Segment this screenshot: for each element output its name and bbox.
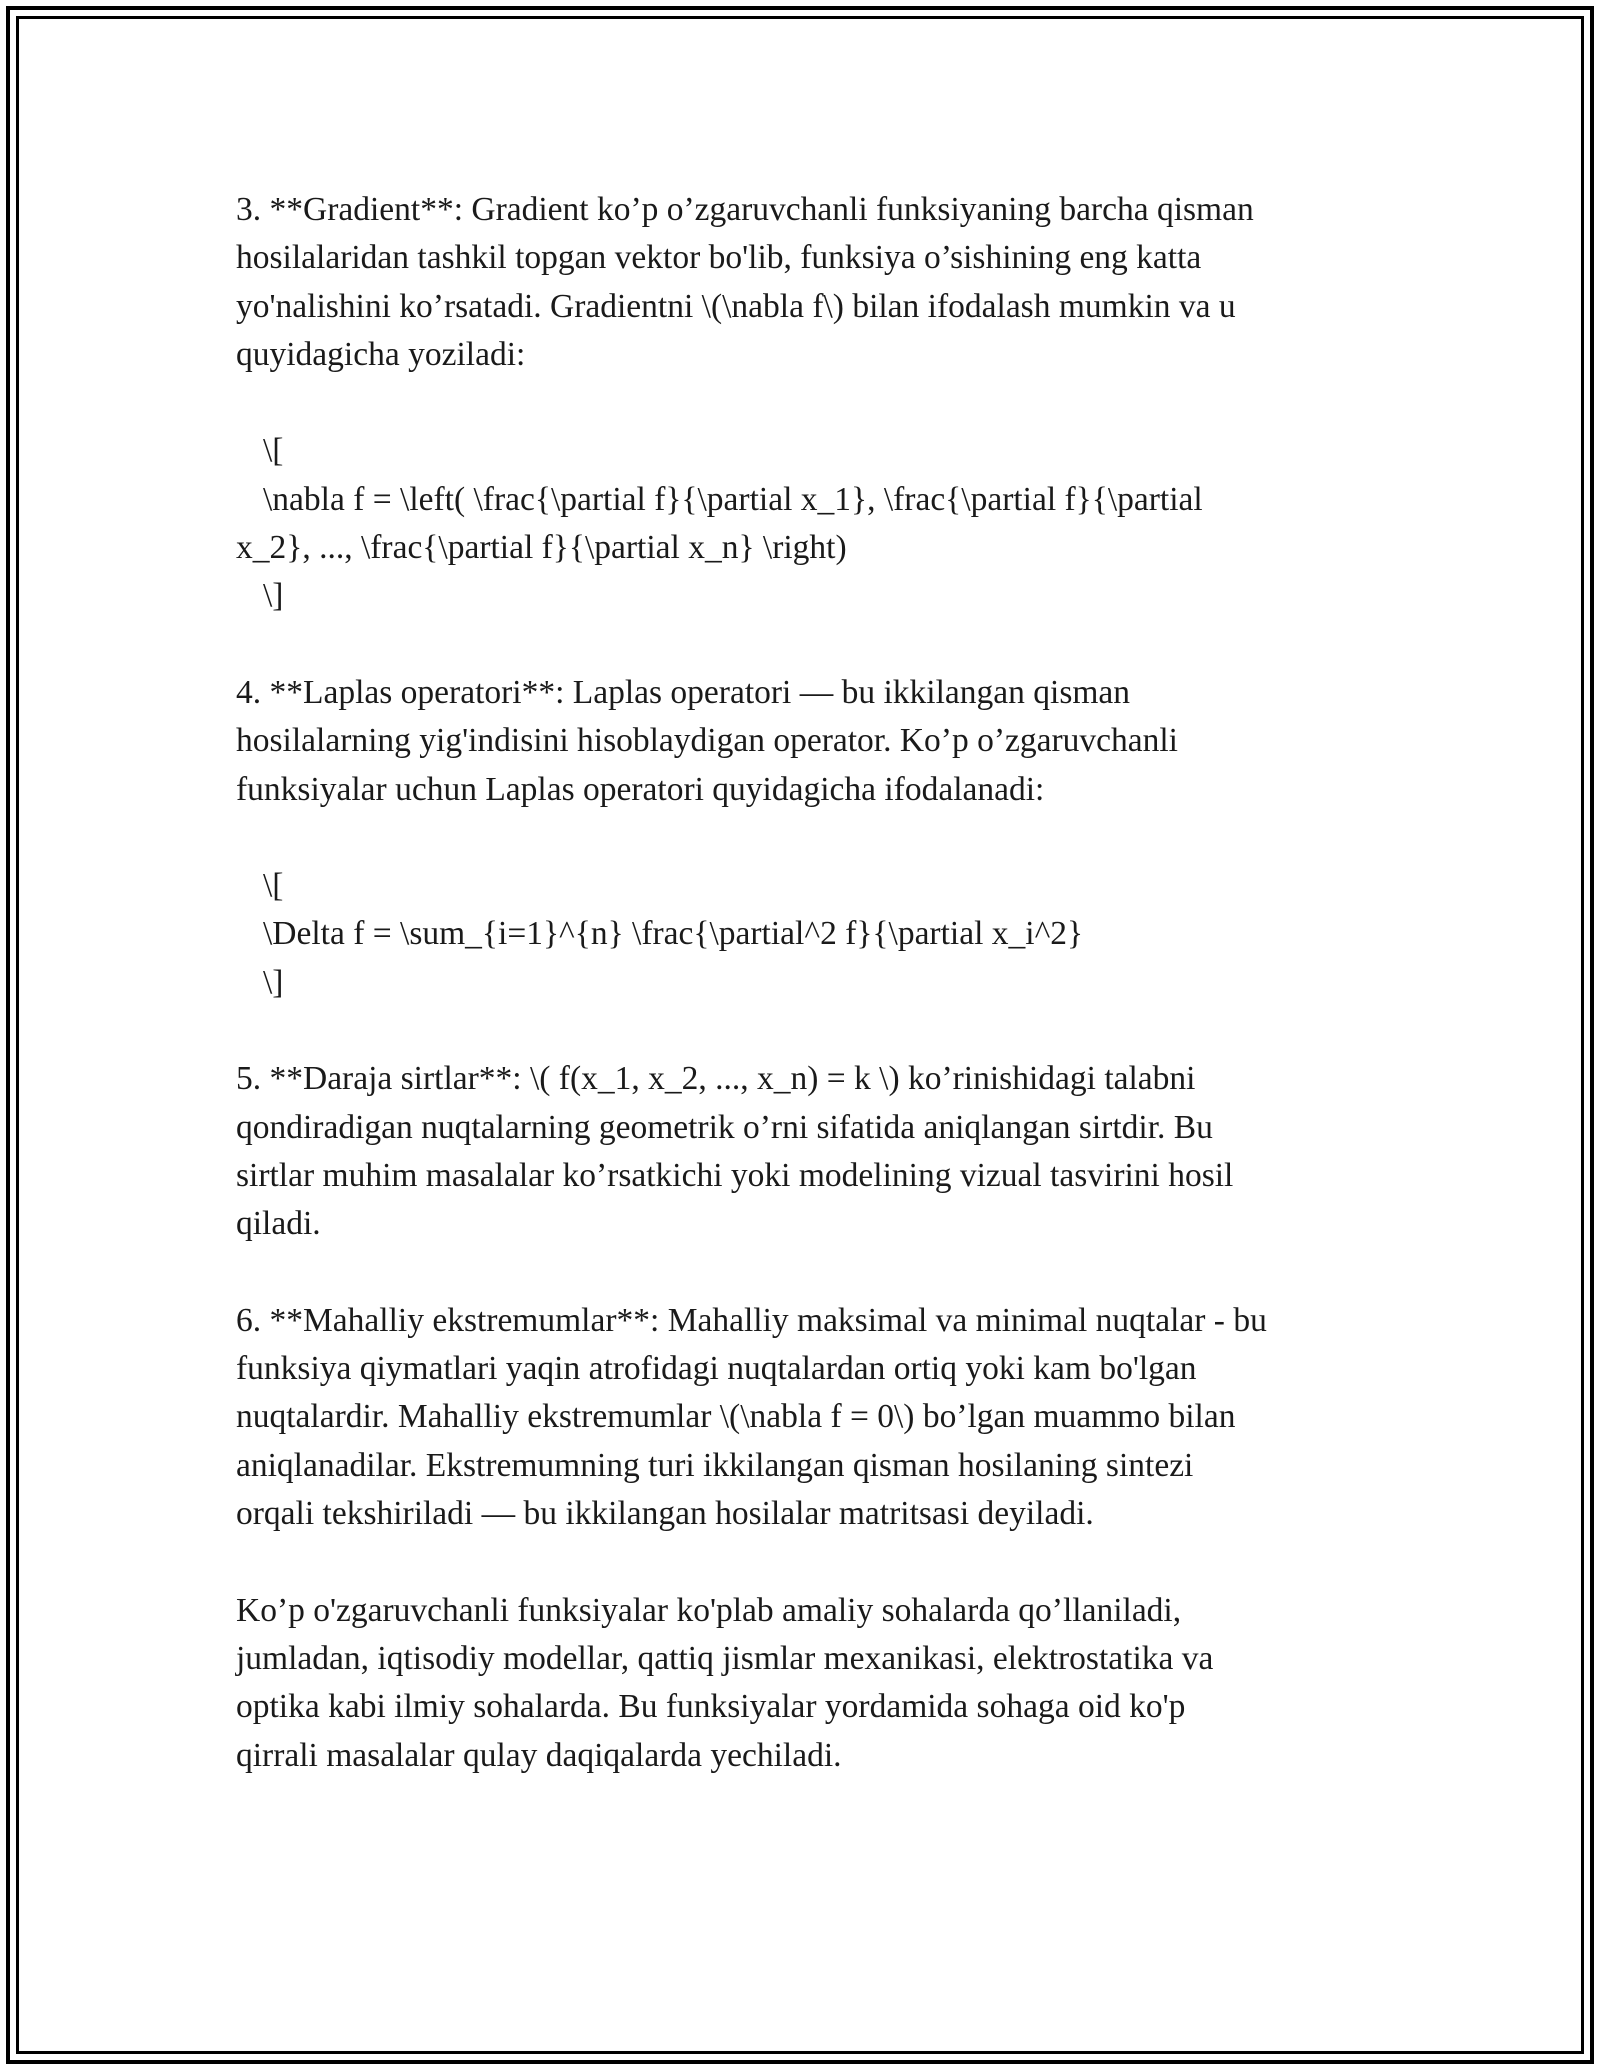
paragraph-line: 5. **Daraja sirtlar**: \( f(x_1, x_2, ..., x_n) = k \) ko’rinishidagi talabni: [236, 1060, 1196, 1098]
section-laplas-operatori: [236, 669, 1386, 1007]
paragraph-line: sirtlar muhim masalalar ko’rsatkichi yoki modelining vizual tasvirini hosil: [236, 1156, 1234, 1194]
paragraph-line: 6. **Mahalliy ekstremumlar**: Mahalliy maksimal va minimal nuqtalar - bu: [236, 1301, 1267, 1339]
formula-close: \]: [263, 963, 284, 1001]
paragraph-line: qirrali masalalar qulay daqiqalarda yechiladi.: [236, 1736, 842, 1774]
blank-line: [236, 379, 1386, 427]
section-conclusion: [236, 1587, 1386, 1780]
paragraph-line: quyidagicha yoziladi:: [236, 335, 526, 373]
formula-close: \]: [263, 577, 284, 615]
blank-line: [236, 1007, 1386, 1055]
paragraph-line: qondiradigan nuqtalarning geometrik o’rni sifatida aniqlangan sirtdir. Bu: [236, 1108, 1213, 1146]
paragraph-line: orqali tekshiriladi — bu ikkilangan hosilalar matritsasi deyiladi.: [236, 1495, 1094, 1533]
paragraph-line: Ko’p o'zgaruvchanli funksiyalar ko'plab amaliy sohalarda qo’llaniladi,: [236, 1591, 1182, 1629]
paragraph-line: optika kabi ilmiy sohalarda. Bu funksiyalar yordamida sohaga oid ko'p: [236, 1688, 1186, 1726]
section-mahalliy-ekstremumlar: [236, 1297, 1386, 1538]
paragraph-line: nuqtalardir. Mahalliy ekstremumlar \(\nabla f = 0\) bo’lgan muammo bilan: [236, 1398, 1236, 1436]
blank-line: [236, 1249, 1386, 1297]
formula-line: x_2}, ..., \frac{\partial f}{\partial x_n} \right): [236, 529, 847, 567]
paragraph-line: qiladi.: [236, 1205, 321, 1243]
blank-line: [236, 621, 1386, 669]
paragraph-line: jumladan, iqtisodiy modellar, qattiq jismlar mexanikasi, elektrostatika va: [236, 1639, 1214, 1677]
paragraph-line: hosilalarning yig'indisini hisoblaydigan operator. Ko’p o’zgaruvchanli: [236, 722, 1178, 760]
blank-line: [236, 1538, 1386, 1586]
formula-open: \[: [263, 432, 284, 470]
formula-line: \Delta f = \sum_{i=1}^{n} \frac{\partial^2 f}{\partial x_i^2}: [263, 915, 1084, 953]
paragraph-line: yo'nalishini ko’rsatadi. Gradientni \(\nabla f\) bilan ifodalash mumkin va u: [236, 287, 1236, 325]
formula-open: \[: [263, 867, 284, 905]
paragraph-line: aniqlanadilar. Ekstremumning turi ikkilangan qisman hosilaning sintezi: [236, 1446, 1194, 1484]
document-body: [236, 186, 1386, 1780]
paragraph-line: 3. **Gradient**: Gradient ko’p o’zgaruvchanli funksiyaning barcha qisman: [236, 191, 1254, 228]
section-gradient: [236, 186, 1386, 621]
paragraph-line: 4. **Laplas operatori**: Laplas operatori — bu ikkilangan qisman: [236, 673, 1131, 711]
paragraph-line: funksiyalar uchun Laplas operatori quyidagicha ifodalanadi:: [236, 770, 1045, 808]
section-daraja-sirtlar: [236, 1055, 1386, 1248]
formula-line: \nabla f = \left( \frac{\partial f}{\partial x_1}, \frac{\partial f}{\partial: [263, 480, 1203, 518]
paragraph-line: hosilalaridan tashkil topgan vektor bo'lib, funksiya o’sishining eng katta: [236, 239, 1202, 277]
paragraph-line: funksiya qiymatlari yaqin atrofidagi nuqtalardan ortiq yoki kam bo'lgan: [236, 1350, 1197, 1388]
blank-line: [236, 814, 1386, 862]
